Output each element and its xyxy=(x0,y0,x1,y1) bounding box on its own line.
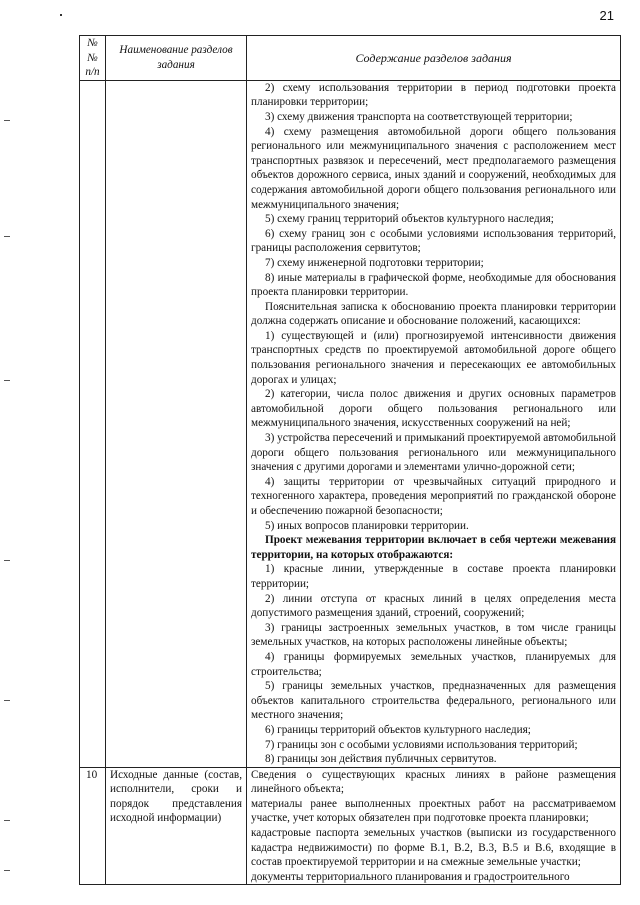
row-content xyxy=(247,767,621,885)
header-section-content: Содержание разделов задания xyxy=(247,36,621,81)
row-name xyxy=(106,767,247,885)
row-name-empty xyxy=(106,80,247,767)
content-paragraph: 3) устройства пересечений и примыканий проектируемой автомобильной дороги общего пользования регионального или межмуниципального значения с другими дорогами и элементами улично-дорожной сети; xyxy=(251,432,616,474)
content-paragraph: 4) защиты территории от чрезвычайных ситуаций природного и техногенного характера, проведения мероприятий по гражданской обороне и обеспечению пожарной безопасности; xyxy=(251,475,616,517)
content-paragraph: 5) схему границ территорий объектов культурного наследия; xyxy=(265,213,554,226)
content-paragraph: 7) границы зон с особыми условиями использования территорий; xyxy=(265,738,578,751)
content-paragraph: 8) границы зон действия публичных сервитутов. xyxy=(265,753,497,766)
content-paragraph: материалы ранее выполненных проектных работ на рассматриваемом участке, учет которых обязателен при подготовке проекта планировки; xyxy=(251,797,616,825)
content-paragraph: 5) границы земельных участков, предназначенных для размещения объектов капитального строительства федерального, регионального или местного значения; xyxy=(251,680,616,722)
content-paragraph: Пояснительная записка к обоснованию проекта планировки территории должна содержать описание и обоснование положений, касающихся: xyxy=(251,300,616,328)
requirements-table xyxy=(79,35,621,885)
content-paragraph: 2) линии отступа от красных линий в целях определения места допустимого размещения зданий, строений, сооружений; xyxy=(251,592,616,620)
content-paragraph: 5) иных вопросов планировки территории. xyxy=(265,519,469,532)
content-paragraph: 6) границы территорий объектов культурного наследия; xyxy=(265,723,531,736)
row-num-empty xyxy=(80,80,106,767)
content-paragraph: Сведения о существующих красных линиях в районе размещения линейного объекта; xyxy=(251,768,616,796)
row-name-text: Исходные данные (состав, исполнители, сроки и порядок представления исходной информации) xyxy=(110,768,242,825)
content-paragraph: 2) схему использования территории в период подготовки проекта планировки территории; xyxy=(251,81,616,109)
content-paragraph: документы территориального планирования и градостроительного xyxy=(251,870,570,883)
content-paragraph: 4) схему размещения автомобильной дороги общего пользования регионального или межмуниципального значения с расположением мест транспортных развязок и пересечений, мест предполагаемого размещения объектов дорожного сервиса, иных зданий и сооружений, необходимых для содержания автомобильной дороги общего пользования регионального или межмуниципального значения; xyxy=(251,125,616,211)
content-paragraph: кадастровые паспорта земельных участков (выписки из государственного кадастра недвижимости) по форме В.1, В.2, В.3, В.5 и В.6, входящие в состав проектируемой территории и на смежные земельные участки; xyxy=(251,827,616,869)
scan-speck xyxy=(60,14,62,16)
table-header-row xyxy=(80,36,621,81)
page-number: 21 xyxy=(599,8,614,23)
content-paragraph: 4) границы формируемых земельных участков, планируемых для строительства; xyxy=(251,650,616,678)
table-row xyxy=(80,80,621,767)
content-paragraph: 6) схему границ зон с особыми условиями использования территорий, границы расположения сервитутов; xyxy=(251,227,616,255)
content-paragraph: 3) границы застроенных земельных участков, в том числе границы земельных участков, на которых расположены линейные объекты; xyxy=(251,621,616,649)
scan-edge-marks xyxy=(0,0,24,905)
content-paragraph: 2) категории, числа полос движения и других основных параметров автомобильной дороги общего пользования регионального или межмуниципального значения, искусственных сооружений на ней; xyxy=(251,388,616,430)
content-bold-paragraph: Проект межевания территории включает в себя чертежи межевания территории, на которых отображаются: xyxy=(251,534,616,561)
content-paragraph: 3) схему движения транспорта на соответствующей территории; xyxy=(265,110,573,123)
content-paragraph: 1) существующей и (или) прогнозируемой интенсивности движения транспортных средств по проектируемой автомобильной дороге общего пользования регионального значения и пересекающих ее автомобильных дорогах и улицах; xyxy=(251,329,616,386)
header-section-name: Наименование разделов задания xyxy=(106,36,247,81)
header-num: №№ п/п xyxy=(80,36,106,81)
content-paragraph: 1) красные линии, утвержденные в составе проекта планировки территории; xyxy=(251,563,616,590)
content-paragraph: 8) иные материалы в графической форме, необходимые для обоснования проекта планировки территории. xyxy=(251,271,616,299)
content-paragraph: 7) схему инженерной подготовки территории; xyxy=(265,256,484,269)
table-row xyxy=(80,767,621,885)
row-num: 10 xyxy=(80,767,106,885)
row-content xyxy=(247,80,621,767)
